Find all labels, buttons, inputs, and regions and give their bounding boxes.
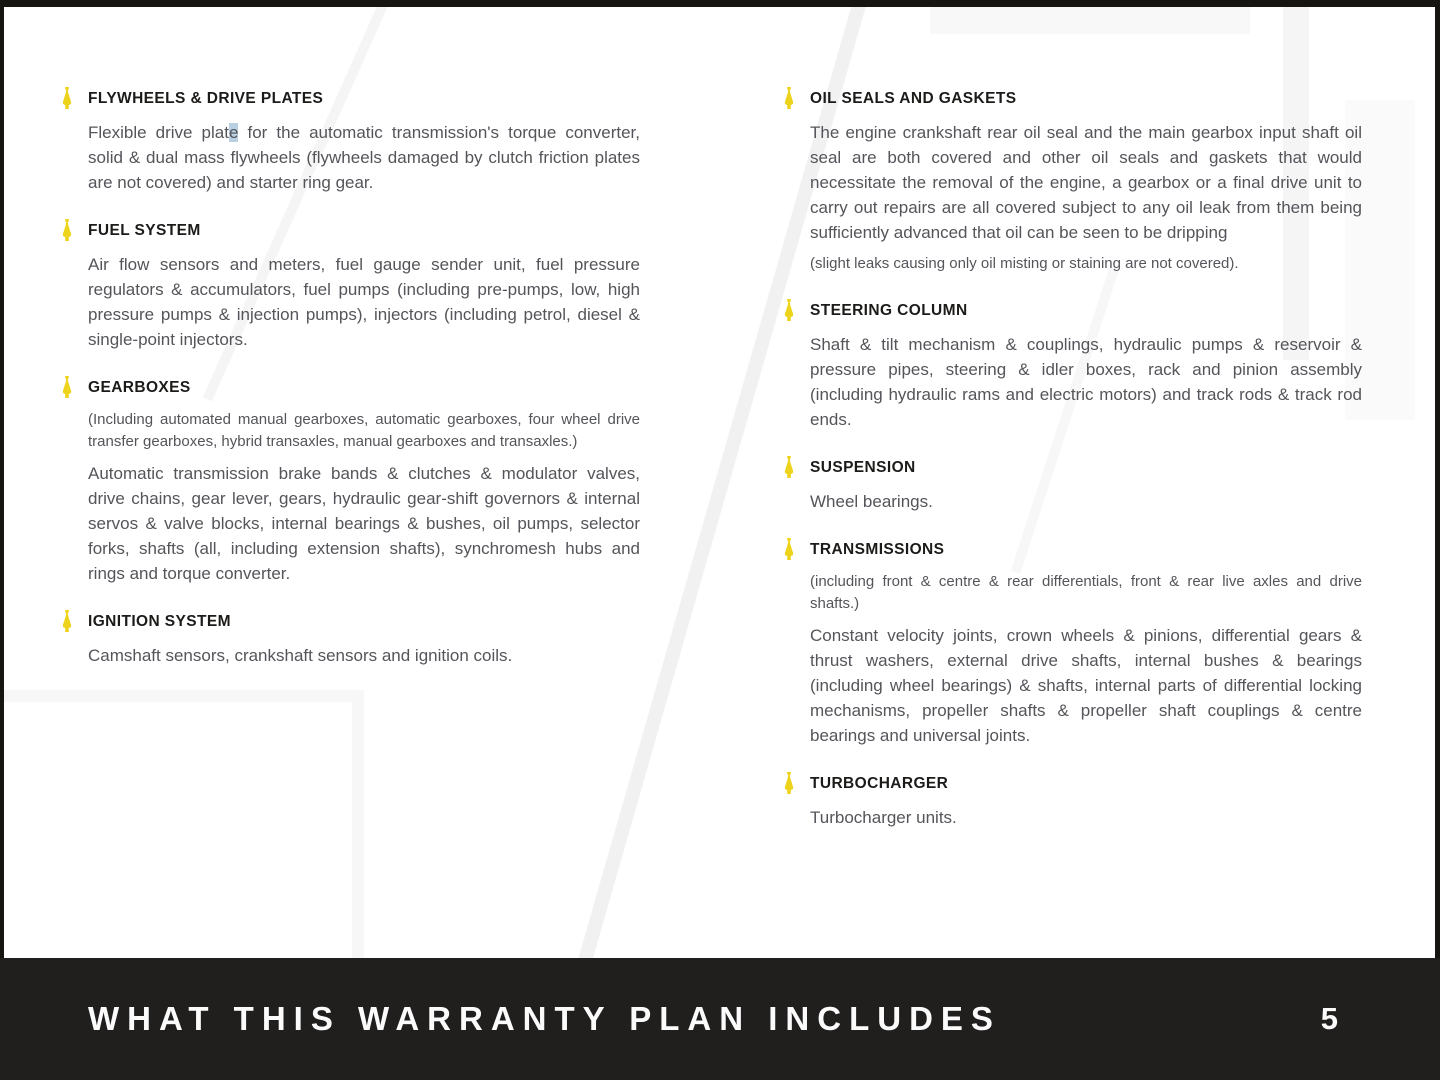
spark-plug-icon — [782, 87, 796, 109]
paragraph: Air flow sensors and meters, fuel gauge sender unit, fuel pressure regulators & accumulators, fuel pumps (including pre-pumps, low, high pressure pumps & injection pumps), injectors (including petrol, diesel & single-point injectors. — [88, 255, 640, 349]
page-border-right — [1435, 0, 1440, 1080]
section-body — [810, 332, 1362, 432]
section-header — [60, 90, 640, 120]
text-run: Flexible drive plat — [88, 123, 229, 142]
section-heading: FLYWHEELS & DRIVE PLATES — [88, 90, 324, 107]
spark-plug-icon — [782, 538, 796, 560]
section-heading: TRANSMISSIONS — [810, 541, 945, 558]
section-header — [782, 541, 1362, 571]
spark-plug-icon — [782, 299, 796, 321]
paragraph: Automatic transmission brake bands & clutches & modulator valves, drive chains, gear lever, gears, hydraulic gear-shift governors & internal servos & valve blocks, internal bearings & bushes, oil pumps, selector forks, shafts (all, including extension shafts), synchromesh hubs and rings and torque converter. — [88, 464, 640, 583]
page-border-top — [0, 0, 1440, 7]
spark-plug-icon — [60, 376, 74, 398]
warranty-section — [782, 775, 1362, 830]
section-header — [782, 302, 1362, 332]
paragraph: Constant velocity joints, crown wheels & pinions, differential gears & thrust washers, external drive shafts, internal bushes & bearings (including wheel bearings) & shafts, internal parts of differential locking mechanisms, propeller shafts & propeller shaft couplings & centre bearings and universal joints. — [810, 626, 1362, 745]
section-heading: FUEL SYSTEM — [88, 222, 201, 239]
paragraph: Wheel bearings. — [810, 492, 933, 511]
footer-bar — [0, 958, 1440, 1080]
section-body — [88, 643, 640, 668]
selection-highlight: e — [228, 123, 239, 142]
spark-plug-icon — [60, 87, 74, 109]
section-header — [782, 90, 1362, 120]
paragraph: Camshaft sensors, crankshaft sensors and ignition coils. — [88, 646, 513, 665]
spark-plug-icon — [782, 772, 796, 794]
warranty-section — [60, 613, 640, 668]
spark-plug-icon — [60, 219, 74, 241]
section-header — [782, 775, 1362, 805]
section-header — [60, 379, 640, 409]
section-header — [60, 222, 640, 252]
section-body — [810, 489, 1362, 514]
section-heading: TURBOCHARGER — [810, 775, 949, 792]
paragraph: (including front & centre & rear differentials, front & rear live axles and drive shafts.) — [810, 573, 1362, 612]
section-heading: GEARBOXES — [88, 379, 191, 396]
section-body — [810, 571, 1362, 748]
page-number: 5 — [1320, 1001, 1338, 1036]
section-heading: STEERING COLUMN — [810, 302, 968, 319]
paragraph — [88, 120, 640, 195]
paragraph: The engine crankshaft rear oil seal and the main gearbox input shaft oil seal are both covered and other oil seals and gaskets that would necessitate the removal of the engine, a gearbox or a final drive unit to carry out repairs are all covered subject to any oil leak from them being sufficiently advanced that oil can be seen to be dripping — [810, 123, 1362, 242]
spark-plug-icon — [782, 456, 796, 478]
spark-plug-icon — [60, 610, 74, 632]
right-column — [782, 90, 1362, 958]
warranty-section — [60, 222, 640, 352]
warranty-section — [782, 90, 1362, 275]
section-body — [810, 120, 1362, 275]
section-body — [88, 120, 640, 195]
paragraph: Shaft & tilt mechanism & couplings, hydraulic pumps & reservoir & pressure pipes, steering & idler boxes, rack and pinion assembly (including hydraulic rams and electric motors) and track rods & track rod ends. — [810, 335, 1362, 429]
warranty-section — [782, 459, 1362, 514]
section-heading: OIL SEALS AND GASKETS — [810, 90, 1017, 107]
text-run: for the automatic transmission's torque converter, solid & dual mass flywheels (flywheels damaged by clutch friction plates are not covered) and starter ring gear. — [88, 123, 641, 192]
section-heading: IGNITION SYSTEM — [88, 613, 231, 630]
warranty-section — [782, 302, 1362, 432]
page-border-left — [0, 0, 4, 1080]
warranty-section — [782, 541, 1362, 748]
chapter-title: WHAT THIS WARRANTY PLAN INCLUDES — [88, 1000, 1001, 1037]
paragraph: Turbocharger units. — [810, 808, 957, 827]
warranty-section — [60, 90, 640, 195]
section-body — [810, 805, 1362, 830]
left-column — [60, 90, 640, 958]
section-heading: SUSPENSION — [810, 459, 916, 476]
paragraph: (slight leaks causing only oil misting or staining are not covered). — [810, 255, 1239, 272]
section-body — [88, 409, 640, 586]
section-header — [60, 613, 640, 643]
warranty-section — [60, 379, 640, 586]
section-header — [782, 459, 1362, 489]
paragraph: (Including automated manual gearboxes, automatic gearboxes, four wheel drive transfer gearboxes, hybrid transaxles, manual gearboxes and transaxles.) — [88, 411, 640, 450]
section-body — [88, 252, 640, 352]
page-content — [4, 7, 1435, 958]
